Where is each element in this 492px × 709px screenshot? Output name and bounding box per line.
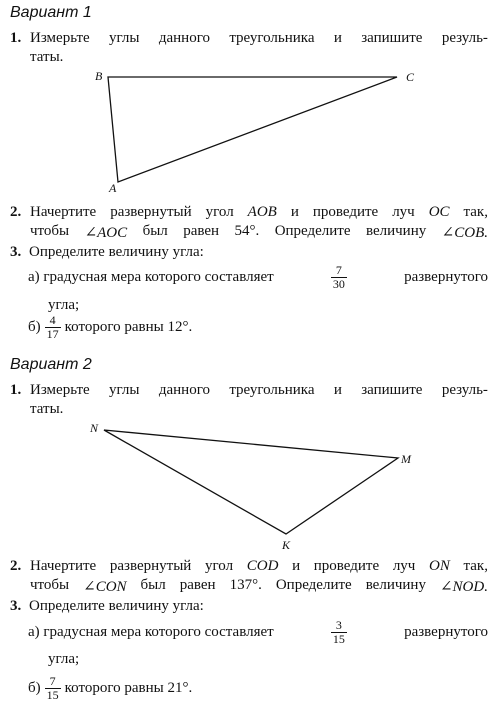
denominator: 30	[332, 277, 345, 291]
v2-task-3a	[28, 619, 488, 646]
word: и	[333, 30, 342, 46]
vertex-label-a: A	[109, 181, 117, 195]
word: угол	[205, 204, 234, 220]
task-3a-suffix: развернутого	[404, 269, 488, 285]
task-1-line-2: таты.	[30, 401, 64, 417]
v1-task-3a-line-2: угла;	[48, 297, 80, 313]
task-3b-suffix: которого равны 21°.	[64, 680, 193, 696]
numerator: 7	[331, 264, 347, 278]
word: луч	[392, 558, 416, 574]
task-3b-prefix: б)	[28, 680, 41, 696]
ray-name: ON	[429, 558, 450, 574]
v2-task-3b	[28, 675, 192, 702]
task-3a-prefix: а) градусная мера которого составляет	[28, 269, 274, 285]
denominator: 15	[332, 632, 345, 646]
word: треугольника	[229, 30, 315, 46]
triangle-nmk	[104, 430, 398, 534]
v2-task-3a-line-2: угла;	[48, 651, 80, 667]
task-number: 2.	[10, 558, 22, 574]
angle-name: ∠AOC	[84, 225, 128, 241]
v2-task-3	[10, 598, 204, 615]
variant-1-heading: Вариант 1	[10, 4, 92, 21]
angle-name: COD	[246, 558, 279, 574]
ray-name: OC	[428, 204, 450, 220]
word: чтобы	[30, 223, 70, 239]
denominator: 15	[46, 688, 59, 702]
vertex-label-b: B	[95, 69, 103, 83]
angle-name: ∠NOD.	[439, 579, 488, 595]
word: и	[333, 382, 342, 398]
word: и	[290, 204, 299, 220]
denominator: 17	[46, 327, 59, 341]
word: развернутый	[110, 204, 192, 220]
fraction	[331, 619, 347, 646]
numerator: 7	[45, 675, 61, 689]
task-3b-prefix: б)	[28, 319, 41, 335]
word: резуль-	[441, 30, 488, 46]
variant-2-heading: Вариант 2	[10, 356, 92, 373]
task-3b-suffix: которого равны 12°.	[64, 319, 193, 335]
word: равен	[179, 577, 216, 593]
vertex-label-k: K	[282, 538, 291, 552]
task-3a-prefix: а) градусная мера которого составляет	[28, 624, 274, 640]
task-number: 1.	[10, 30, 22, 46]
word: резуль-	[441, 382, 488, 398]
word: 54°.	[234, 223, 260, 239]
word: запишите	[361, 30, 423, 46]
task-3-text: Определите величину угла:	[29, 598, 204, 614]
word: данного	[158, 30, 210, 46]
word: треугольника	[229, 382, 315, 398]
numerator: 4	[45, 314, 61, 328]
vertex-label-n: N	[90, 421, 99, 435]
numerator: 3	[331, 619, 347, 633]
word: луч	[392, 204, 415, 220]
task-3-text: Определите величину угла:	[29, 244, 204, 260]
word: Определите	[274, 223, 351, 239]
task-number: 1.	[10, 382, 22, 398]
vertex-label-m: M	[401, 452, 411, 466]
word: углы	[109, 382, 140, 398]
task-number: 2.	[10, 204, 22, 220]
word: и	[292, 558, 301, 574]
word: был	[140, 577, 166, 593]
task-1-line-2: таты.	[30, 49, 64, 65]
angle-name: ∠CON	[83, 579, 127, 595]
task-2-line-1	[30, 558, 488, 575]
word: проведите	[312, 204, 379, 220]
word: проведите	[313, 558, 380, 574]
word: запишите	[361, 382, 423, 398]
word: Измерьте	[30, 30, 90, 46]
word: данного	[158, 382, 210, 398]
word: Начертите	[30, 204, 97, 220]
word: Определите	[275, 577, 352, 593]
task-3a-suffix: развернутого	[404, 624, 488, 640]
word: Начертите	[30, 558, 97, 574]
word: величину	[365, 223, 427, 239]
task-2-line-2	[30, 577, 488, 596]
angle-name: AOB	[247, 204, 277, 220]
task-number: 3.	[10, 244, 22, 260]
word: был	[142, 223, 168, 239]
word: углы	[109, 30, 140, 46]
word: так,	[463, 204, 488, 220]
word: 137°.	[229, 577, 262, 593]
fraction	[45, 675, 61, 702]
word: величину	[365, 577, 426, 593]
task-number: 3.	[10, 598, 22, 614]
word: так,	[463, 558, 488, 574]
angle-name: ∠COB.	[441, 225, 488, 241]
word: равен	[183, 223, 220, 239]
word: чтобы	[30, 577, 70, 593]
word: развернутый	[109, 558, 192, 574]
word: угол	[204, 558, 234, 574]
word: Измерьте	[30, 382, 90, 398]
vertex-label-c: C	[406, 70, 415, 84]
